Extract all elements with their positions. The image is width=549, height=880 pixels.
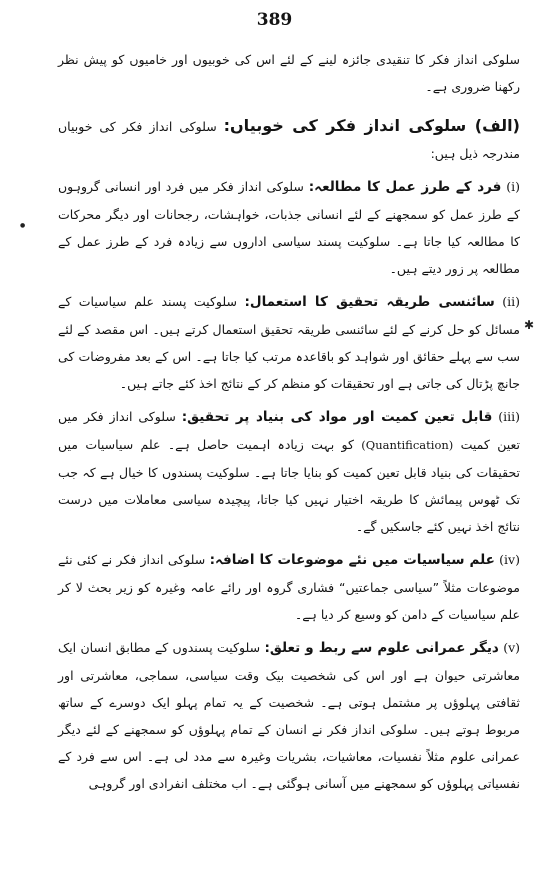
section-heading-rest: سلوکی انداز فکر کی خوبیاں مندرجہ ذیل ہیں: xyxy=(58,119,520,161)
point-4-number: (iv) xyxy=(499,552,520,567)
point-2-text: سلوکیت پسند علم سیاسیات کے مسائل کو حل کرنے کے لئے سائنسی طریقہ تحقیق استعمال کرتے ہیں۔ اس مقصد کے لئے سب سے پہلے حقائق اور شواہد کو باقاعدہ مرتب کیا جاتا ہے۔ اس کے بعد مفروضات کی جانچ پڑتال کی جاتی ہے اور تحقیقات کو منظم کر کے نتائج اخذ کئے جاتے ہیں۔ xyxy=(58,294,520,391)
point-3-latin-term: (Quantification) xyxy=(361,438,454,452)
page-number: 389 xyxy=(256,10,293,30)
section-heading: (الف) سلوکی انداز فکر کی خوبیاں: xyxy=(223,116,520,135)
point-3-heading: قابل تعین کمیت اور مواد کی بنیاد پر تحقیق: xyxy=(181,409,493,425)
point-1-heading: فرد کے طرز عمل کا مطالعہ: xyxy=(308,179,502,195)
point-3-text-before: سلوکی انداز فکر میں تعین کمیت xyxy=(58,409,520,452)
point-3-text-after: کو بہت زیادہ اہمیت حاصل ہے۔ علم سیاسیات میں تحقیقات کی بنیاد قابل تعین کمیت کو بنایا جاتا ہے۔ سلوکیت پسندوں کا خیال ہے کہ جب تک ٹھوس پیمائش کا طریقہ اختیار نہیں کیا جاتا، پیچیدہ سیاسی معاملات میں درست نتائج اخذ نہیں کئے جاسکیں گے۔ xyxy=(58,437,520,534)
point-2-heading: سائنسی طریقہ تحقیق کا استعمال: xyxy=(244,294,495,310)
section-heading-line xyxy=(58,112,520,167)
point-2 xyxy=(58,288,520,397)
point-4 xyxy=(58,546,520,628)
point-2-number: (ii) xyxy=(502,294,520,309)
point-4-text: سلوکی انداز فکر نے کئی نئے موضوعات مثلاً ”سیاسی جماعتیں“ فشاری گروہ اور رائے عامہ وغیرہ کو زیر بحث لا کر علم سیاسیات کے دامن کو وسیع کر دیا ہے۔ xyxy=(58,552,520,622)
point-3 xyxy=(58,403,520,540)
point-4-heading: علم سیاسیات میں نئے موضوعات کا اضافہ: xyxy=(209,552,495,568)
margin-asterisk-mark: ✱ xyxy=(524,318,535,332)
intro-paragraph: سلوکی انداز فکر کا تنقیدی جائزہ لینے کے لئے اس کی خوبیوں اور خامیوں کو پیش نظر رکھنا ضروری ہے۔ xyxy=(58,52,520,94)
point-5-heading: دیگر عمرانی علوم سے ربط و تعلق: xyxy=(264,640,499,656)
point-5-number: (v) xyxy=(503,640,521,655)
point-1-text: سلوکی انداز فکر میں فرد اور انسانی گروہوں کے طرز عمل کو سمجھنے کے لئے انسانی جذبات، خواہشات، رجحانات اور دیگر محرکات کا مطالعہ کیا جاتا ہے۔ سلوکیت پسند سیاسی اداروں سے زیادہ فرد کے طرز عمل کے مطالعہ پر زور دیتے ہیں۔ xyxy=(58,179,520,276)
point-1-number: (i) xyxy=(506,179,520,194)
page-body xyxy=(58,46,520,797)
point-3-number: (iii) xyxy=(498,409,520,424)
point-1 xyxy=(58,173,520,282)
point-5-text: سلوکیت پسندوں کے مطابق انسان ایک معاشرتی حیوان ہے اور اس کی شخصیت بیک وقت سیاسی، سماجی، معاشرتی اور ثقافتی پہلوؤں پر مشتمل ہوتی ہے۔ شخصیت کے یہ تمام پہلو ایک دوسرے کے ساتھ مربوط ہوتے ہیں۔ سلوکی انداز فکر نے انسان کے تمام پہلوؤں کو سمجھنے کے لئے دیگر عمرانی علوم مثلاً نفسیات، معاشیات، بشریات وغیرہ سے مدد لی ہے۔ اس سے فرد کے نفسیاتی پہلوؤں کو سمجھنے میں آسانی ہوگئی ہے۔ اب مختلف انفرادی اور گروہی xyxy=(58,640,520,791)
point-5 xyxy=(58,634,520,797)
margin-dot-mark: ● xyxy=(20,222,26,229)
